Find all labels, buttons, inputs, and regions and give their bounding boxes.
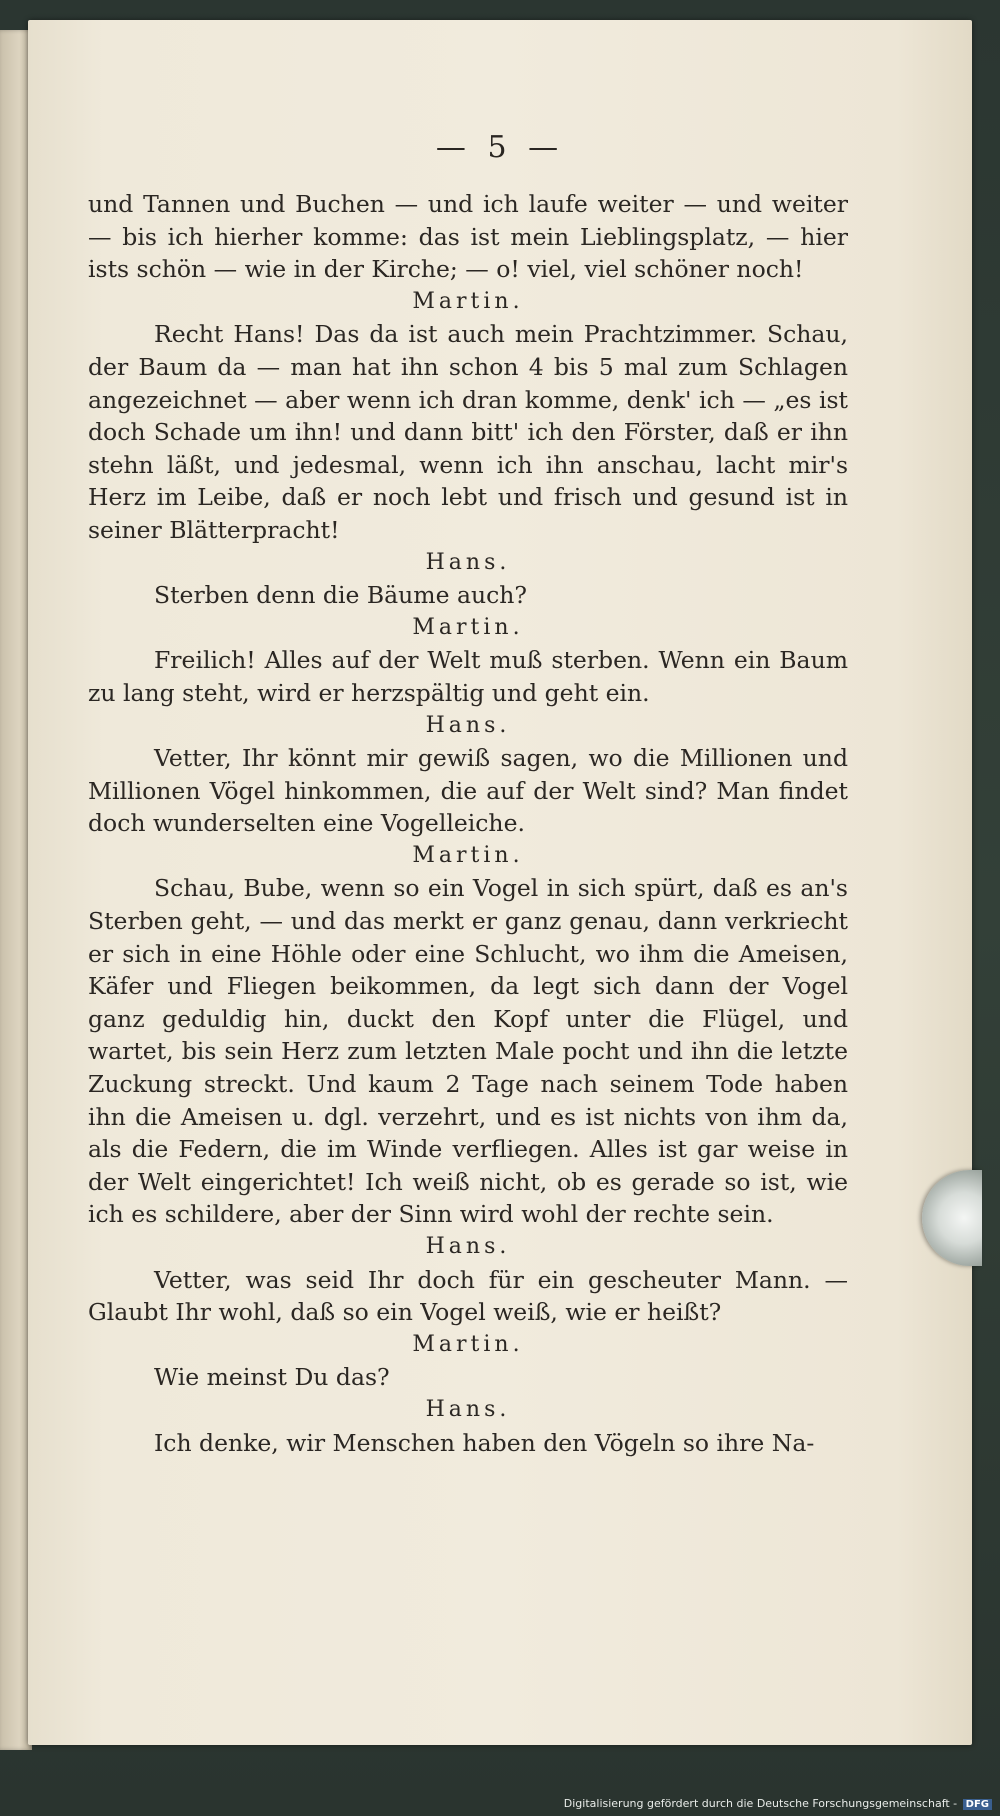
text-paragraph: Schau, Bube, wenn so ein Vogel in sich spürt, daß es an's Sterben geht, — und das merkt er ganz genau, dann verkriecht er sich in eine Höhle oder eine Schlucht, wo ihm die Ameisen, Käfer und Fliegen beikommen, da legt sich dann der Vogel ganz geduldig hin, duckt den Kopf unter die Flügel, und wartet, bis sein Herz zum letzten Male pocht und ihn die letzte Zuckung streckt. Und kaum 2 Tage nach seinem Tode haben ihn die Ameisen u. dgl. verzehrt, und es ist nichts von ihm da, als die Federn, die im Winde verfliegen. Alles ist gar weise in der Welt eingerichtet! Ich weiß nicht, ob es gerade so ist, wie ich es schildere, aber der Sinn wird wohl der rechte sein. [88, 874, 848, 1229]
text-paragraph: Vetter, was seid Ihr doch für ein gescheuter Mann. — Glaubt Ihr wohl, daß so ein Vogel weiß, wie er heißt? [88, 1265, 848, 1327]
text-paragraph: Sterben denn die Bäume auch? [154, 581, 527, 610]
book-page [28, 20, 972, 1745]
text-paragraph: Vetter, Ihr könnt mir gewiß sagen, wo die Millionen und Millionen Vögel hinkommen, die auf der Welt sind? Man findet doch wunderselten eine Vogelleiche. [88, 744, 848, 838]
page-number: — 5 — [435, 130, 565, 165]
speaker-name: Martin. [412, 842, 524, 868]
text-paragraph: Wie meinst Du das? [154, 1363, 390, 1392]
speaker-name: Martin. [412, 614, 524, 640]
speaker-name: Hans. [425, 1396, 511, 1422]
speaker-name: Hans. [425, 712, 511, 738]
text-paragraph: Freilich! Alles auf der Welt muß sterben. Wenn ein Baum zu lang steht, wird er herzspältig und geht ein. [88, 646, 848, 707]
dfg-logo: DFG [963, 1799, 992, 1810]
credit-text: Digitalisierung gefördert durch die Deutsche Forschungsgemeinschaft - [563, 1797, 958, 1810]
digitization-credit [564, 1797, 992, 1810]
speaker-name: Hans. [425, 1234, 511, 1259]
text-paragraph: Ich denke, wir Menschen haben den Vögeln so ihre Na- [154, 1428, 815, 1457]
text-paragraph: und Tannen und Buchen — und ich laufe weiter — und weiter — bis ich hierher komme: das ist mein Lieblingsplatz, — hier ists schön — wie in der Kirche; — o! viel, viel schöner noch! [88, 190, 848, 284]
page-text [88, 188, 848, 1459]
text-paragraph: Recht Hans! Das da ist auch mein Prachtzimmer. Schau, der Baum da — man hat ihn schon 4 bis 5 mal zum Schlagen angezeichnet — aber wenn ich dran komme, denk' ich — „es ist doch Schade um ihn! und dann bitt' ich den Förster, daß er ihn stehn läßt, und jedesmal, wenn ich ihn anschau, lacht mir's Herz im Leibe, daß er noch lebt und frisch und gesund ist in seiner Blätterpracht! [88, 320, 848, 544]
speaker-name: Martin. [412, 288, 524, 314]
speaker-name: Martin. [412, 1331, 524, 1357]
speaker-name: Hans. [425, 549, 511, 575]
